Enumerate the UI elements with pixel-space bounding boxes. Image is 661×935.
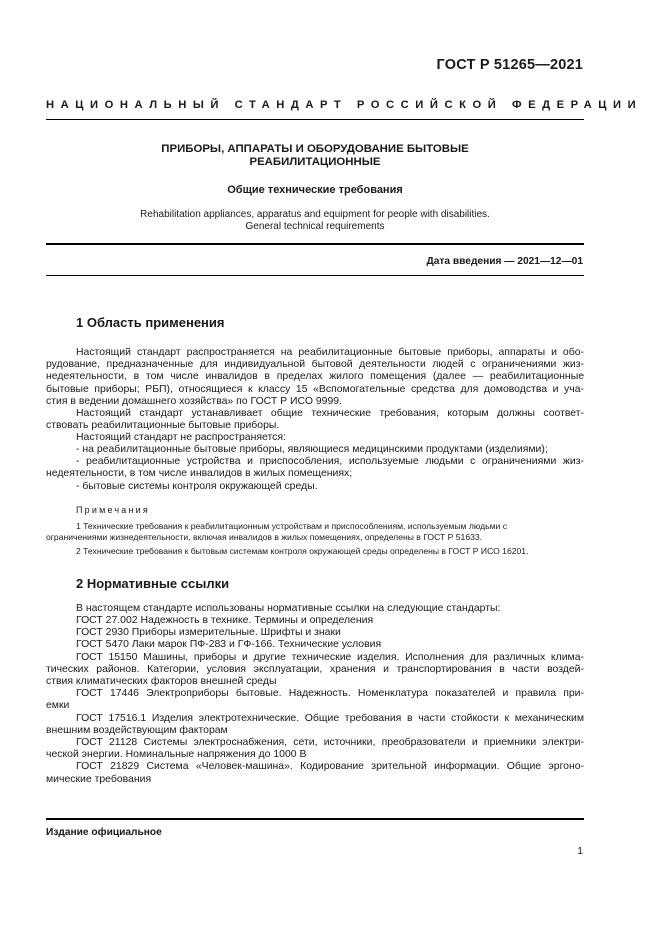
text-line: - на реабилитационные бытовые приборы, являющиеся медицинскими продуктами (изделиями); [76, 444, 548, 455]
text-line: Настоящий стандарт распространяется на реабилитационные бытовые приборы, аппараты и обо- [76, 347, 584, 358]
note-2 [46, 546, 584, 557]
section-2-intro [46, 603, 584, 615]
text-line: недеятельности, в том числе инвалидов в жилых помещениях; [46, 468, 353, 480]
reference-item: ГОСТ 17516.1 Изделия электротехнические. Общие требования в части стойкости к механическим [76, 712, 584, 724]
english-title-line-1: Rehabilitation appliances, apparatus and equipment for people with disabilities. [140, 209, 490, 220]
english-title-line-2: General technical requirements [245, 221, 385, 232]
page-number: 1 [577, 846, 583, 857]
section-2-heading: 2 Нормативные ссылки [76, 576, 230, 591]
text-line: 2 Технические требования к бытовым системам контроля окружающей среды определены в ГОСТ Р ИСО 16201. [76, 546, 529, 556]
text-line: бытовые приборы; РБП), относящиеся к классу 15 «Вспомогательные средства для домоводства и уча- [46, 383, 584, 395]
reference-item: ГОСТ 5470 Лаки марок ПФ-283 и ГФ-166. Технические условия [76, 639, 382, 651]
english-title [46, 209, 584, 233]
title-rule [46, 243, 584, 245]
reference-item: ГОСТ 21128 Системы электроснабжения, сети, источники, преобразователи и приемники электри- [76, 737, 584, 749]
reference-item: ГОСТ 15150 Машины, приборы и другие технические изделия. Исполнения для различных климa- [76, 651, 584, 663]
reference-item-continued: ствия климатических факторов внешней среды [46, 676, 277, 688]
document-subtitle: Общие технические требования [227, 184, 403, 196]
text-line: ограничениями жизнедеятельности, включая инвалидов в жилых помещениях, определены в ГОСТ Р 51633. [46, 532, 483, 542]
banner-rule [46, 119, 584, 120]
section-1-heading: 1 Область применения [76, 315, 225, 330]
section-1-paragraph-3 [46, 432, 584, 444]
text-line: В настоящем стандарте использованы нормативные ссылки на следующие стандарты: [76, 603, 501, 614]
reference-list [46, 615, 584, 786]
text-line: - бытовые системы контроля окружающей среды. [76, 481, 318, 492]
section-1-list-item-1 [46, 444, 584, 456]
notes-heading: Примечания [76, 505, 150, 515]
section-1-list-item-3 [46, 481, 584, 493]
section-1-paragraph-1 [46, 347, 584, 408]
official-edition-label: Издание официальное [46, 827, 162, 838]
gost-number: ГОСТ Р 51265—2021 [436, 57, 583, 73]
document-title [46, 143, 584, 169]
text-line: Настоящий стандарт не распространяется: [76, 432, 286, 443]
date-rule [46, 275, 584, 276]
title-line-1: ПРИБОРЫ, АППАРАТЫ И ОБОРУДОВАНИЕ БЫТОВЫЕ [161, 143, 469, 155]
text-line: Настоящий стандарт устанавливает общие технические требования, которым должны соответ- [76, 408, 584, 419]
introduction-date: Дата введения — 2021—12—01 [426, 256, 583, 267]
reference-item: ГОСТ 21829 Система «Человек-машина». Кодирование зрительной информации. Общие эргоно- [76, 761, 584, 773]
standard-banner: НАЦИОНАЛЬНЫЙ СТАНДАРТ РОССИЙСКОЙ ФЕДЕРАЦИИ [46, 99, 643, 111]
reference-item-continued: ческой энергии. Номинальные напряжения до 1000 В [46, 749, 307, 761]
note-1 [46, 521, 584, 543]
text-line: недеятельности, в том числе инвалидов в пределах жилого помещения (далее — реабилитационные [46, 371, 584, 383]
reference-item: ГОСТ 17446 Электроприборы бытовые. Надежность. Номенклатура показателей и правила при- [76, 688, 584, 700]
text-line: стия в ведении домашнего хозяйства» по ГОСТ Р ИСО 9999. [46, 395, 342, 407]
title-line-2: РЕАБИЛИТАЦИОННЫЕ [249, 156, 381, 168]
text-line: - реабилитационные устройства и приспособления, используемые людьми с ограничениями жиз- [76, 456, 584, 467]
section-1-list-item-2 [46, 456, 584, 480]
reference-item: ГОСТ 2930 Приборы измерительные. Шрифты и знаки [76, 627, 341, 639]
text-line: 1 Технические требования к реабилитационным устройствам и приспособлениям, используемым людьми с [76, 521, 507, 531]
reference-item-continued: тических районов. Категории, условия эксплуатации, хранения и транспортирования в части воздей- [46, 663, 584, 675]
footer-rule [46, 818, 584, 820]
text-line: рудование, предназначенные для индивидуальной бытовой деятельности людей с ограничениями жиз- [46, 359, 584, 371]
text-line: ствовать реабилитационные бытовые приборы. [46, 420, 280, 432]
reference-item-continued: внешним воздействующим факторам [46, 724, 228, 736]
reference-item: ГОСТ 27.002 Надежность в технике. Термины и определения [76, 615, 374, 626]
section-1-paragraph-2 [46, 408, 584, 432]
reference-item-continued: емки [46, 700, 70, 712]
reference-item-continued: мические требования [46, 773, 152, 785]
